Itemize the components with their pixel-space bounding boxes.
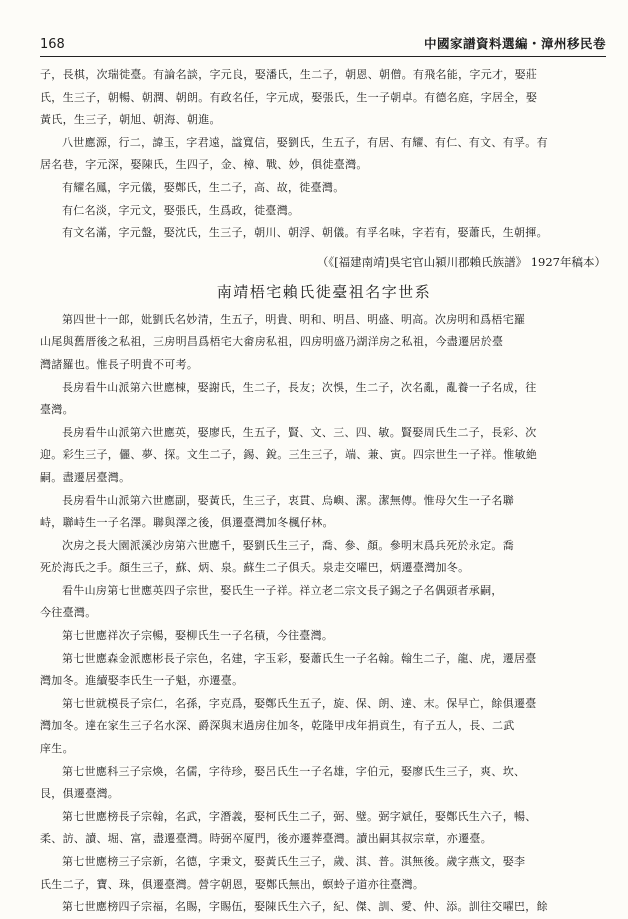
text-line: 長房看牛山派第六世應副，娶黃氏，生三子，衷貫、烏嶼、潔。潔無傳。惟母欠生一子名聯 bbox=[62, 493, 514, 507]
page-header bbox=[40, 30, 606, 52]
text-line: 死於海氏之手。顏生三子，蘇、炳、泉。蘇生二子俱夭。泉走交嚁巴，炳遷臺灣加冬。 bbox=[40, 561, 470, 575]
text-line: 庠生。 bbox=[40, 742, 74, 756]
text-line: 氏，生三子，朝暢、朝潤、朝朗。有政名任，字元成，娶張氏，生一子朝卓。有德名庭，字居全，娶 bbox=[40, 90, 538, 104]
text-line: 迎。彩生三子，儷、夢、探。文生二子，錫、銳。三生三子，端、兼、寅。四宗世生一子祥。惟敏絶 bbox=[40, 448, 538, 462]
text-line: 第四世十一郎，妣劉氏名妙清，生五子，明貴、明和、明昌、明盛、明高。次房明和爲梧宅羅 bbox=[62, 312, 526, 326]
text-line: 有耀名鳳，字元儀，娶鄭氏，生二子，高、故，徙臺灣。 bbox=[62, 180, 345, 194]
text-line: 柔、訪、讀、堀、富，盡遷臺灣。時弼卒厦門，後亦遷葬臺灣。讀出嗣其叔宗章，亦遷臺。 bbox=[40, 832, 492, 846]
text-line: 艮，俱遷臺灣。 bbox=[40, 787, 120, 801]
running-head: 中國家譜資料選編・漳州移民卷 bbox=[423, 36, 606, 51]
text-line: 第七世就模長子宗仁，名孫，字克爲，娶鄭氏生五子，旋、保、朗、達、末。保早亡，餘俱遷臺 bbox=[62, 696, 537, 710]
page-body bbox=[40, 64, 608, 919]
header-rule bbox=[40, 56, 606, 57]
text-line: 長房看牛山派第六世應英，娶廖氏，生五子，賢、文、三、四、敏。賢娶周氏生二子，長彩、次 bbox=[62, 425, 537, 439]
text-line: 今往臺灣。 bbox=[40, 606, 97, 620]
text-line: 嗣。盡遷居臺灣。 bbox=[40, 470, 131, 484]
text-line: 第七世應祥次子宗暢，娶柳氏生一子名積，今往臺灣。 bbox=[62, 629, 334, 643]
section-title: 南靖梧宅賴氏徙臺祖名字世系 bbox=[216, 282, 432, 301]
text-line: 有文名滿，字元盤，娶沈氏，生三子，朝川、朝浮、朝儀。有孚名味，字若有，娶蕭氏，生朝揮。 bbox=[62, 226, 548, 240]
text-line: 峙，聯峙生一子名澤。聯與澤之後，俱遷臺灣加冬楓仔林。 bbox=[40, 516, 334, 530]
text-line: 有仁名淡，字元文，娶張氏，生爲政，徙臺灣。 bbox=[62, 203, 300, 217]
text-line: 臺灣。 bbox=[40, 403, 74, 417]
text-line: 黃氏，生三子，朝旭、朝海、朝進。 bbox=[40, 113, 221, 127]
page-number: 168 bbox=[40, 37, 65, 52]
text-line: 氏生二子，寶、珠，俱遷臺灣。營字朝恩，娶鄭氏無出，螟蛉子道亦往臺灣。 bbox=[40, 877, 425, 891]
source-citation: （《[福建南靖]吳宅官山潁川郡賴氏族譜》 1927年稿本） bbox=[316, 254, 606, 269]
text-line: 第七世應科三子宗煥，名儒，字待珍，娶呂氏生一子名雄，字伯元，娶廖氏生三子，爽、坎、 bbox=[62, 764, 526, 778]
text-line: 子，長棋，次瑞徙臺。有論名談，字元良，娶潘氏，生二子，朝恩、朝僧。有飛名能，字元才，娶莊 bbox=[40, 68, 538, 81]
text-line: 次房之長大園派溪沙房第六世應千，娶劉氏生三子，喬、參、顏。參明末爲兵死於永定。喬 bbox=[62, 538, 514, 552]
text-line: 長房看牛山派第六世應棟，娶謝氏，生二子，長友；次悞，生二子，次名亂，亂養一子名成，往 bbox=[62, 380, 537, 394]
text-line: 第七世應榜長子宗翰，名武，字潛義，娶柯氏生二子，弼、璧。弼字斌任，娶鄭氏生六子，暢、 bbox=[62, 809, 537, 823]
text-line: 第七世應森金派應彬長子宗色，名建，字玉彩，娶蕭氏生一子名翰。翰生二子，龍、虎，遷居臺 bbox=[62, 651, 537, 665]
text-line: 八世應源，行二，諱玉，字君遠，諡寬信，娶劉氏，生五子，有居、有耀、有仁、有文、有孚。有 bbox=[62, 135, 548, 149]
text-line: 灣諸羅也。惟長子明貴不可考。 bbox=[40, 357, 199, 371]
text-line: 灣加冬。達在家生三子名水深、爵深與末過房住加冬，乾隆甲戌年捐貢生，有子五人，長、二武 bbox=[40, 719, 515, 733]
text-line: 看牛山房第七世應英四子宗世，娶氏生一子祥。祥立老二宗文長子錫之子名偶頭者承嗣， bbox=[62, 583, 503, 597]
text-line: 居名巷，字元深，娶陳氏，生四子，金、樟、戰、妙，俱徙臺灣。 bbox=[40, 158, 368, 172]
text-line: 第七世應榜三子宗新，名德，字秉文，娶黃氏生三子，歲、淇、普。淇無後。歲字燕文，娶李 bbox=[62, 855, 526, 868]
text-line: 第七世應榜四子宗福，名賜，字賜伍，娶陳氏生六子，紀、傑、訓、愛、仲、添。訓往交嚁巴，餘 bbox=[62, 900, 548, 914]
text-line: 山尾與舊厝後之私祖，三房明昌爲梧宅大畲房私祖，四房明盛乃湖洋房之私祖，今盡遷居於臺 bbox=[40, 335, 504, 349]
text-line: 灣加冬。進續娶李氏生一子魁，亦遷臺。 bbox=[40, 674, 244, 688]
